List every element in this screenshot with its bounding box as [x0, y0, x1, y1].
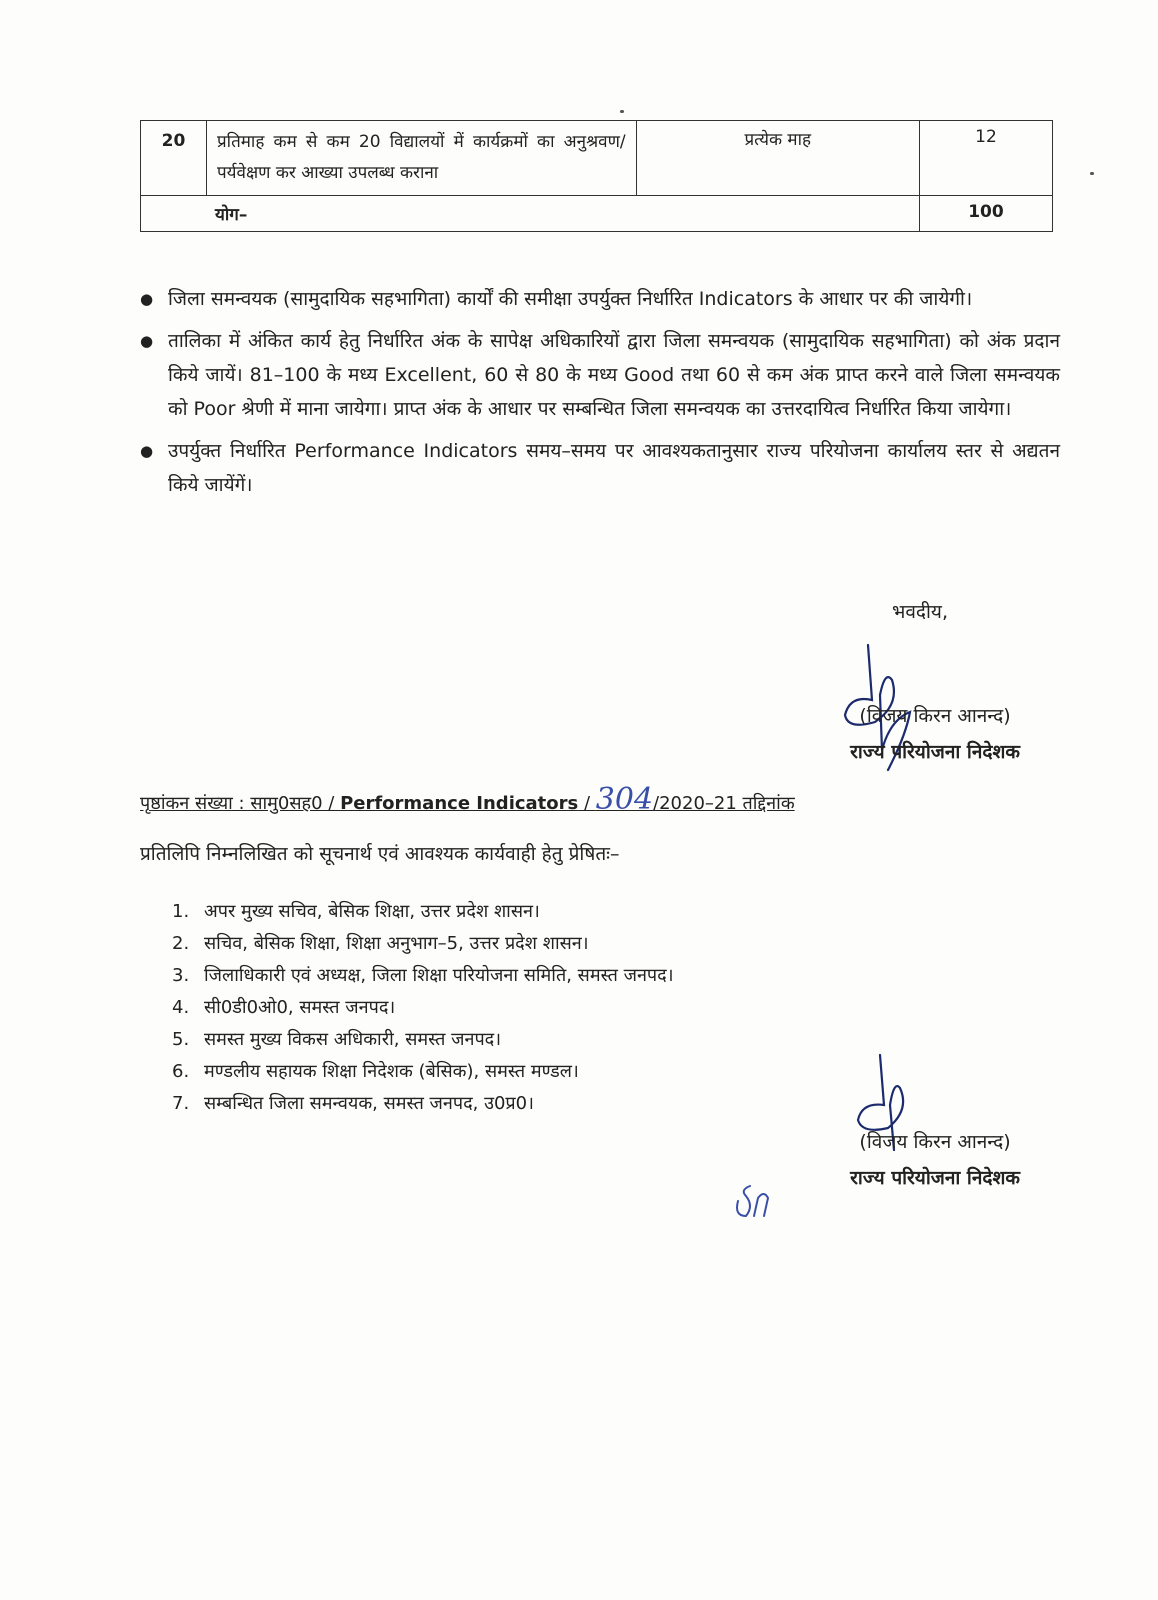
list-item: 7. सम्बन्धित जिला समन्वयक, समस्त जनपद, उ0प्र0।: [172, 1093, 534, 1114]
frequency-cell: प्रत्येक माह: [636, 121, 919, 196]
reference-number: 304: [595, 782, 654, 817]
total-row: [141, 196, 1053, 232]
marks-cell: 12: [919, 121, 1052, 196]
initials-mark: [728, 1176, 778, 1226]
indicators-table: [140, 120, 1053, 232]
signatory-name: (विजय किरन आनन्द): [859, 705, 1011, 727]
closing-salutation: भवदीय,: [892, 601, 948, 623]
list-item: 5. समस्त मुख्य विकस अधिकारी, समस्त जनपद।: [172, 1029, 502, 1050]
note-item: ● तालिका में अंकित कार्य हेतु निर्धारित अंक के सापेक्ष अधिकारियों द्वारा जिला समन्वयक (सामुदायिक सहभागिता) को अंक प्रदान किये जायें। 81–100 के मध्य Excellent, 60 से 80 के मध्य Good तथा 60 से कम अंक प्राप्त करने वाले जिला समन्वयक को Poor श्रेणी में माना जायेगा। प्राप्त अंक के आधार पर सम्बन्धित जिला समन्वयक का उत्तरदायित्व निर्धारित किया जायेगा।: [140, 324, 1060, 426]
task-cell: प्रतिमाह कम से कम 20 विद्यालयों में कार्यक्रमों का अनुश्रवण/पर्यवेक्षण कर आख्या उपलब्ध कराना: [207, 121, 637, 196]
signatory-name: (विजय किरन आनन्द): [859, 1131, 1011, 1153]
total-label: योग–: [141, 196, 920, 232]
list-item: 4. सी0डी0ओ0, समस्त जनपद।: [172, 997, 396, 1018]
note-item: ● जिला समन्वयक (सामुदायिक सहभागिता) कार्यों की समीक्षा उपर्युक्त निर्धारित Indicators के आधार पर की जायेगी।: [140, 282, 1060, 316]
signature-block: [850, 1124, 1020, 1196]
reference-suffix: /2020–21 तद्दिनांक: [653, 793, 795, 814]
reference-line: पृष्ठांकन संख्या : सामु0सह0 / Performance Indicators / 304/2020–21 तद्दिनांक: [140, 782, 795, 817]
list-item: 3. जिलाधिकारी एवं अध्यक्ष, जिला शिक्षा परियोजना समिति, समस्त जनपद।: [172, 965, 674, 986]
reference-prefix: पृष्ठांकन संख्या : सामु0सह0 /: [140, 793, 341, 814]
copy-intro: प्रतिलिपि निम्नलिखित को सूचनार्थ एवं आवश्यक कार्यवाही हेतु प्रेषितः–: [140, 843, 620, 865]
notes-list: [140, 282, 1060, 510]
signatory-title: राज्य परियोजना निदेशक: [850, 1167, 1020, 1189]
list-item: 2. सचिव, बेसिक शिक्षा, शिक्षा अनुभाग–5, उत्तर प्रदेश शासन।: [172, 933, 589, 954]
speck: [620, 110, 624, 113]
total-value: 100: [919, 196, 1052, 232]
signatory-title: राज्य परियोजना निदेशक: [850, 741, 1020, 763]
copy-list: [172, 896, 674, 1120]
list-item: 1. अपर मुख्य सचिव, बेसिक शिक्षा, उत्तर प्रदेश शासन।: [172, 901, 540, 922]
reference-subject: Performance Indicators: [340, 793, 579, 814]
serial-cell: 20: [141, 121, 207, 196]
note-item: ● उपर्युक्त निर्धारित Performance Indicators समय–समय पर आवश्यकतानुसार राज्य परियोजना कार्यालय स्तर से अद्यतन किये जायेंगें।: [140, 434, 1060, 502]
list-item: 6. मण्डलीय सहायक शिक्षा निदेशक (बेसिक), समस्त मण्डल।: [172, 1061, 579, 1082]
table-row: [141, 121, 1053, 196]
speck: [1090, 172, 1094, 175]
signature-block: [850, 698, 1020, 770]
